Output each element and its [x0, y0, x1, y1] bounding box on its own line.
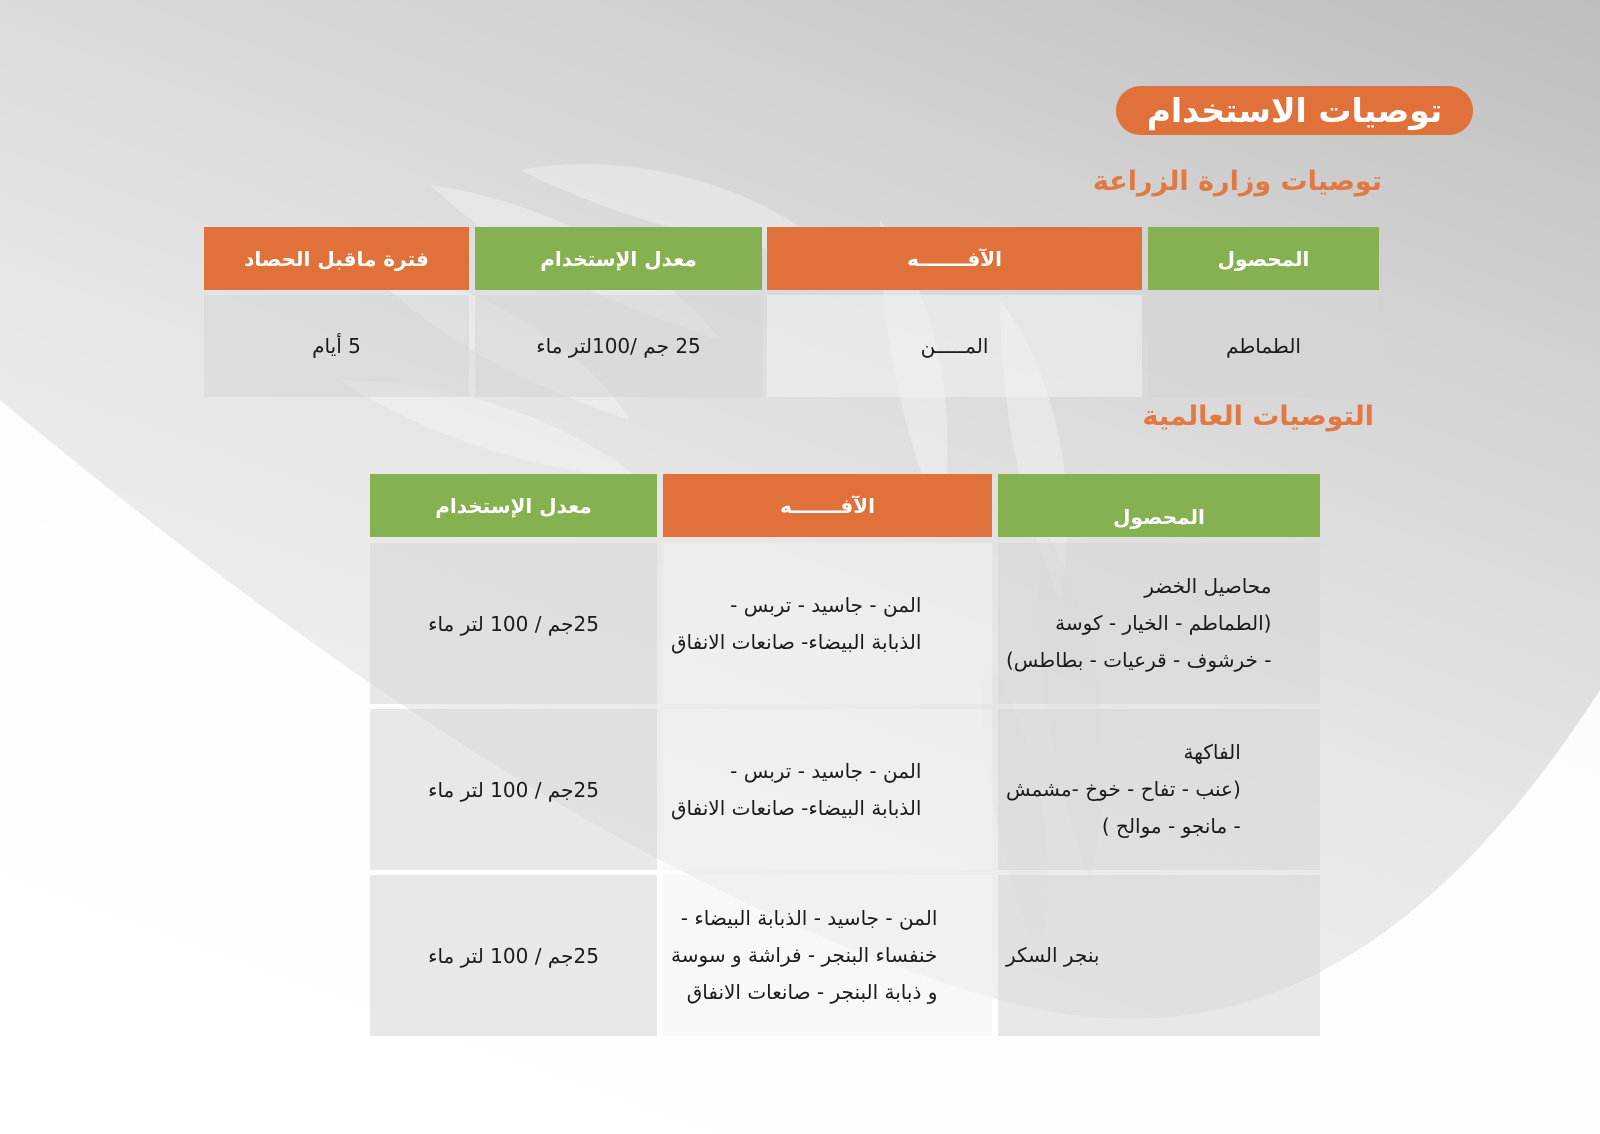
crop-line: - مانجو - موالح ) — [1101, 814, 1241, 838]
ministry-header-rate: معدل الإستخدام — [475, 227, 762, 290]
crop-line: (عنب - تفاح - خوخ -مشمش — [1006, 777, 1241, 801]
ministry-header-crop: المحصول — [1148, 227, 1379, 290]
global-row-1-rate: 25جم / 100 لتر ماء — [370, 543, 657, 704]
ministry-cell-crop: الطماطم — [1148, 295, 1379, 397]
global-row-2-crop — [998, 709, 1320, 870]
global-row-2-pest — [663, 709, 992, 870]
global-row-3-crop — [998, 875, 1320, 1036]
pest-line: المن - جاسيد - تربس - — [730, 592, 922, 617]
global-row-3-pest — [663, 875, 992, 1036]
global-heading: التوصيات العالمية — [1142, 401, 1374, 432]
ministry-heading: توصيات وزارة الزراعة — [1092, 166, 1382, 197]
ministry-header-pest: الآفـــــــه — [767, 227, 1142, 290]
global-row-1-pest — [663, 543, 992, 704]
crop-line: بنجر السكر — [1006, 943, 1100, 967]
crop-line: محاصيل الخضر — [1144, 574, 1272, 598]
pest-line: الذبابة البيضاء- صانعات الانفاق — [671, 629, 922, 654]
global-row-1-crop — [998, 543, 1320, 704]
pest-line: المن - جاسيد - الذبابة البيضاء - — [680, 906, 938, 930]
ministry-cell-rate: 25 جم /100لتر ماء — [475, 295, 762, 397]
crop-line: الفاكهة — [1183, 740, 1241, 764]
pest-line: و ذبابة البنجر - صانعات الانفاق — [686, 980, 938, 1004]
pest-line: المن - جاسيد - تربس - — [730, 758, 922, 783]
global-header-rate: معدل الإستخدام — [370, 474, 657, 537]
global-row-2-rate: 25جم / 100 لتر ماء — [370, 709, 657, 870]
global-header-pest: الآفـــــــه — [663, 474, 992, 537]
global-row-3-rate: 25جم / 100 لتر ماء — [370, 875, 657, 1036]
ministry-cell-pest: المـــــن — [767, 295, 1142, 397]
page-title: توصيات الاستخدام — [1116, 86, 1473, 135]
pest-line: خنفساء البنجر - فراشة و سوسة — [671, 943, 938, 967]
crop-line: (الطماطم - الخيار - كوسة — [1055, 611, 1272, 635]
pest-line: الذبابة البيضاء- صانعات الانفاق — [671, 795, 922, 820]
ministry-header-phi: فترة ماقبل الحصاد — [204, 227, 469, 290]
crop-line: - خرشوف - قرعيات - بطاطس) — [1006, 648, 1272, 672]
ministry-cell-phi: 5 أيام — [204, 295, 469, 397]
global-header-crop: المحصول — [998, 474, 1320, 537]
